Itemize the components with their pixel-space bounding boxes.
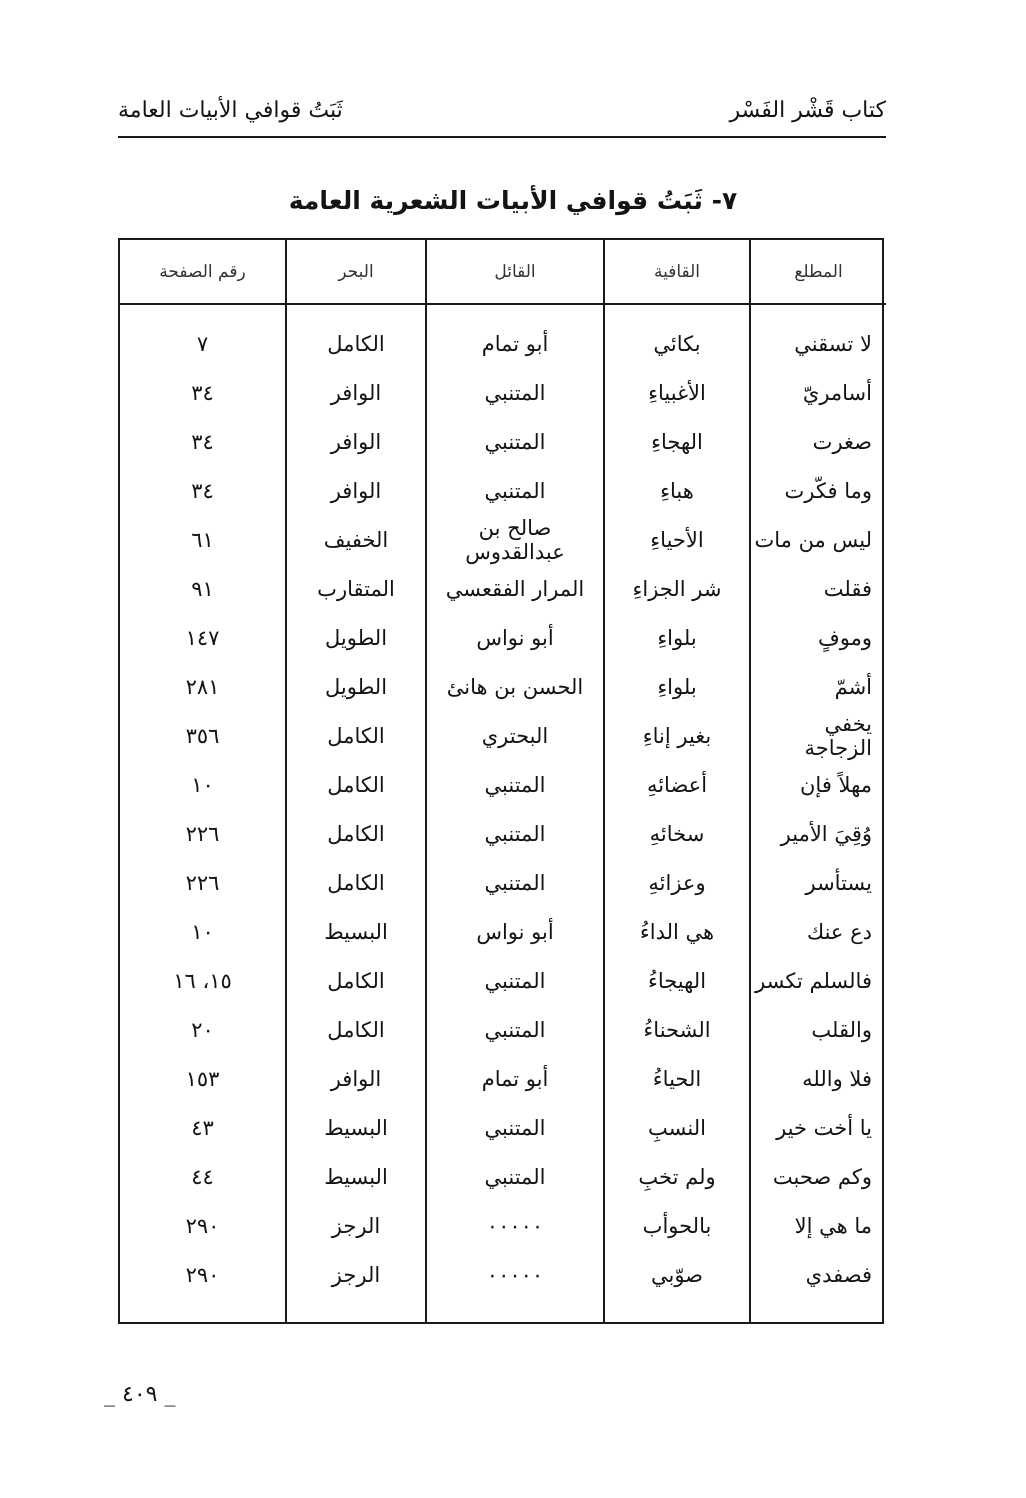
cell-page: ٤٣ [191,1115,214,1140]
cell-page: ١٠ [191,772,214,797]
table-row [120,809,886,858]
cell-page: ١٥، ١٦ [173,968,232,993]
cell-rhyme: هي الداءُ [604,907,750,956]
table-row [120,760,886,809]
cell-opening: فصفدي [750,1250,886,1299]
cell-poet: ٠٠٠٠٠ [426,1201,604,1250]
filler-cell [750,1299,886,1322]
cell-meter: المتقارب [286,564,426,613]
cell-opening: فقلت [750,564,886,613]
cell-page: ٧ [196,331,209,356]
table-filler-row [120,1299,886,1322]
cell-poet: المتنبي [426,1005,604,1054]
table-row [120,613,886,662]
cell-page: ٦١ [191,527,214,552]
cell-page: ٩١ [191,576,214,601]
column-header-meter: البحر [286,240,426,304]
table-row [120,956,886,1005]
running-header-section: ثَبَتُ قوافي الأبيات العامة [118,98,343,123]
cell-poet: المتنبي [426,956,604,1005]
cell-opening: صغرت [750,417,886,466]
cell-rhyme: الهيجاءُ [604,956,750,1005]
cell-opening: وموفٍ [750,613,886,662]
table-row [120,368,886,417]
cell-poet: المتنبي [426,1152,604,1201]
cell-opening: وكم صحبت [750,1152,886,1201]
cell-meter: الرجز [286,1250,426,1299]
table-row [120,466,886,515]
cell-opening: فلا والله [750,1054,886,1103]
cell-poet: أبو تمام [426,304,604,368]
cell-opening: أسامريّ [750,368,886,417]
cell-rhyme: الأحياءِ [604,515,750,564]
cell-meter: الوافر [286,1054,426,1103]
column-header-opening: المطلع [750,240,886,304]
cell-page: ٢٨١ [185,674,220,699]
cell-rhyme: بلواءِ [604,662,750,711]
cell-opening: يا أخت خير [750,1103,886,1152]
cell-opening: فالسلم تكسر [750,956,886,1005]
cell-meter: الكامل [286,858,426,907]
table-row [120,858,886,907]
cell-opening: يخفي الزجاجة [750,711,886,760]
filler-cell [604,1299,750,1322]
cell-poet: أبو نواس [426,613,604,662]
table-row [120,417,886,466]
cell-meter: البسيط [286,1103,426,1152]
filler-cell [286,1299,426,1322]
cell-page: ١٠ [191,919,214,944]
cell-opening: لا تسقني [750,304,886,368]
cell-rhyme: الهجاءِ [604,417,750,466]
cell-poet: المتنبي [426,1103,604,1152]
cell-rhyme: النسبِ [604,1103,750,1152]
cell-page: ٣٥٦ [185,723,220,748]
column-header-page: رقم الصفحة [120,240,286,304]
cell-opening: ليس من مات [750,515,886,564]
cell-page: ٢٩٠ [185,1262,220,1287]
cell-rhyme: الأغبياءِ [604,368,750,417]
cell-opening: يستأسر [750,858,886,907]
cell-meter: الكامل [286,1005,426,1054]
cell-poet: أبو تمام [426,1054,604,1103]
table-row [120,1054,886,1103]
cell-meter: الرجز [286,1201,426,1250]
table-row [120,1005,886,1054]
cell-rhyme: بالحوأب [604,1201,750,1250]
cell-page: ١٥٣ [185,1066,220,1091]
column-header-rhyme: القافية [604,240,750,304]
filler-cell [120,1299,286,1322]
cell-opening: مهلاً فإن [750,760,886,809]
cell-poet: المتنبي [426,368,604,417]
table-row [120,1103,886,1152]
cell-rhyme: صوّبي [604,1250,750,1299]
cell-meter: الكامل [286,956,426,1005]
cell-meter: الكامل [286,809,426,858]
cell-poet: البحتري [426,711,604,760]
cell-opening: دع عنك [750,907,886,956]
cell-rhyme: سخائهِ [604,809,750,858]
rhymes-table-frame [118,238,884,1324]
cell-page: ٣٤ [191,478,214,503]
cell-meter: الكامل [286,711,426,760]
cell-page: ٣٤ [191,380,214,405]
cell-opening: والقلب [750,1005,886,1054]
table-row [120,1201,886,1250]
cell-meter: الوافر [286,417,426,466]
cell-meter: الطويل [286,662,426,711]
cell-opening: أشمّ [750,662,886,711]
cell-rhyme: شر الجزاءِ [604,564,750,613]
cell-meter: الخفيف [286,515,426,564]
table-row [120,907,886,956]
cell-rhyme: أعضائهِ [604,760,750,809]
filler-cell [426,1299,604,1322]
cell-rhyme: الشحناءُ [604,1005,750,1054]
cell-poet: المرار الفقعسي [426,564,604,613]
cell-rhyme: بلواءِ [604,613,750,662]
cell-page: ٤٤ [191,1164,214,1189]
cell-poet: المتنبي [426,858,604,907]
table-row [120,1250,886,1299]
cell-rhyme: بكائي [604,304,750,368]
table-body [120,304,886,1322]
cell-poet: المتنبي [426,417,604,466]
cell-page: ١٤٧ [185,625,220,650]
table-row [120,515,886,564]
cell-rhyme: وعزائهِ [604,858,750,907]
table-header-row [120,240,886,304]
cell-poet: ٠٠٠٠٠ [426,1250,604,1299]
cell-meter: البسيط [286,907,426,956]
rhymes-table [120,240,886,1322]
cell-page: ٢٠ [191,1017,214,1042]
page-number: _ ٤٠٩ _ [104,1382,176,1407]
cell-rhyme: هباءِ [604,466,750,515]
cell-opening: وُقِيَ الأمير [750,809,886,858]
cell-rhyme: الحياءُ [604,1054,750,1103]
table-row [120,711,886,760]
table-row [120,662,886,711]
cell-page: ٢٢٦ [185,821,220,846]
cell-meter: الوافر [286,368,426,417]
cell-poet: المتنبي [426,760,604,809]
column-header-poet: القائل [426,240,604,304]
cell-meter: الكامل [286,760,426,809]
cell-poet: صالح بن عبدالقدوس [426,515,604,564]
page-title: ٧- ثَبَتُ قوافي الأبيات الشعرية العامة [288,186,738,215]
cell-opening: وما فكّرت [750,466,886,515]
cell-page: ٢٩٠ [185,1213,220,1238]
cell-rhyme: ولم تخبِ [604,1152,750,1201]
running-header-book: كتاب قَشْر الفَسْر [729,98,886,123]
cell-meter: الوافر [286,466,426,515]
cell-opening: ما هي إلا [750,1201,886,1250]
cell-poet: المتنبي [426,466,604,515]
cell-rhyme: بغير إناءِ [604,711,750,760]
cell-poet: المتنبي [426,809,604,858]
cell-meter: البسيط [286,1152,426,1201]
cell-poet: الحسن بن هانئ [426,662,604,711]
table-row [120,1152,886,1201]
cell-meter: الكامل [286,304,426,368]
table-row [120,564,886,613]
header-divider [118,136,886,138]
cell-meter: الطويل [286,613,426,662]
cell-poet: أبو نواس [426,907,604,956]
cell-page: ٢٢٦ [185,870,220,895]
cell-page: ٣٤ [191,429,214,454]
table-row [120,304,886,368]
